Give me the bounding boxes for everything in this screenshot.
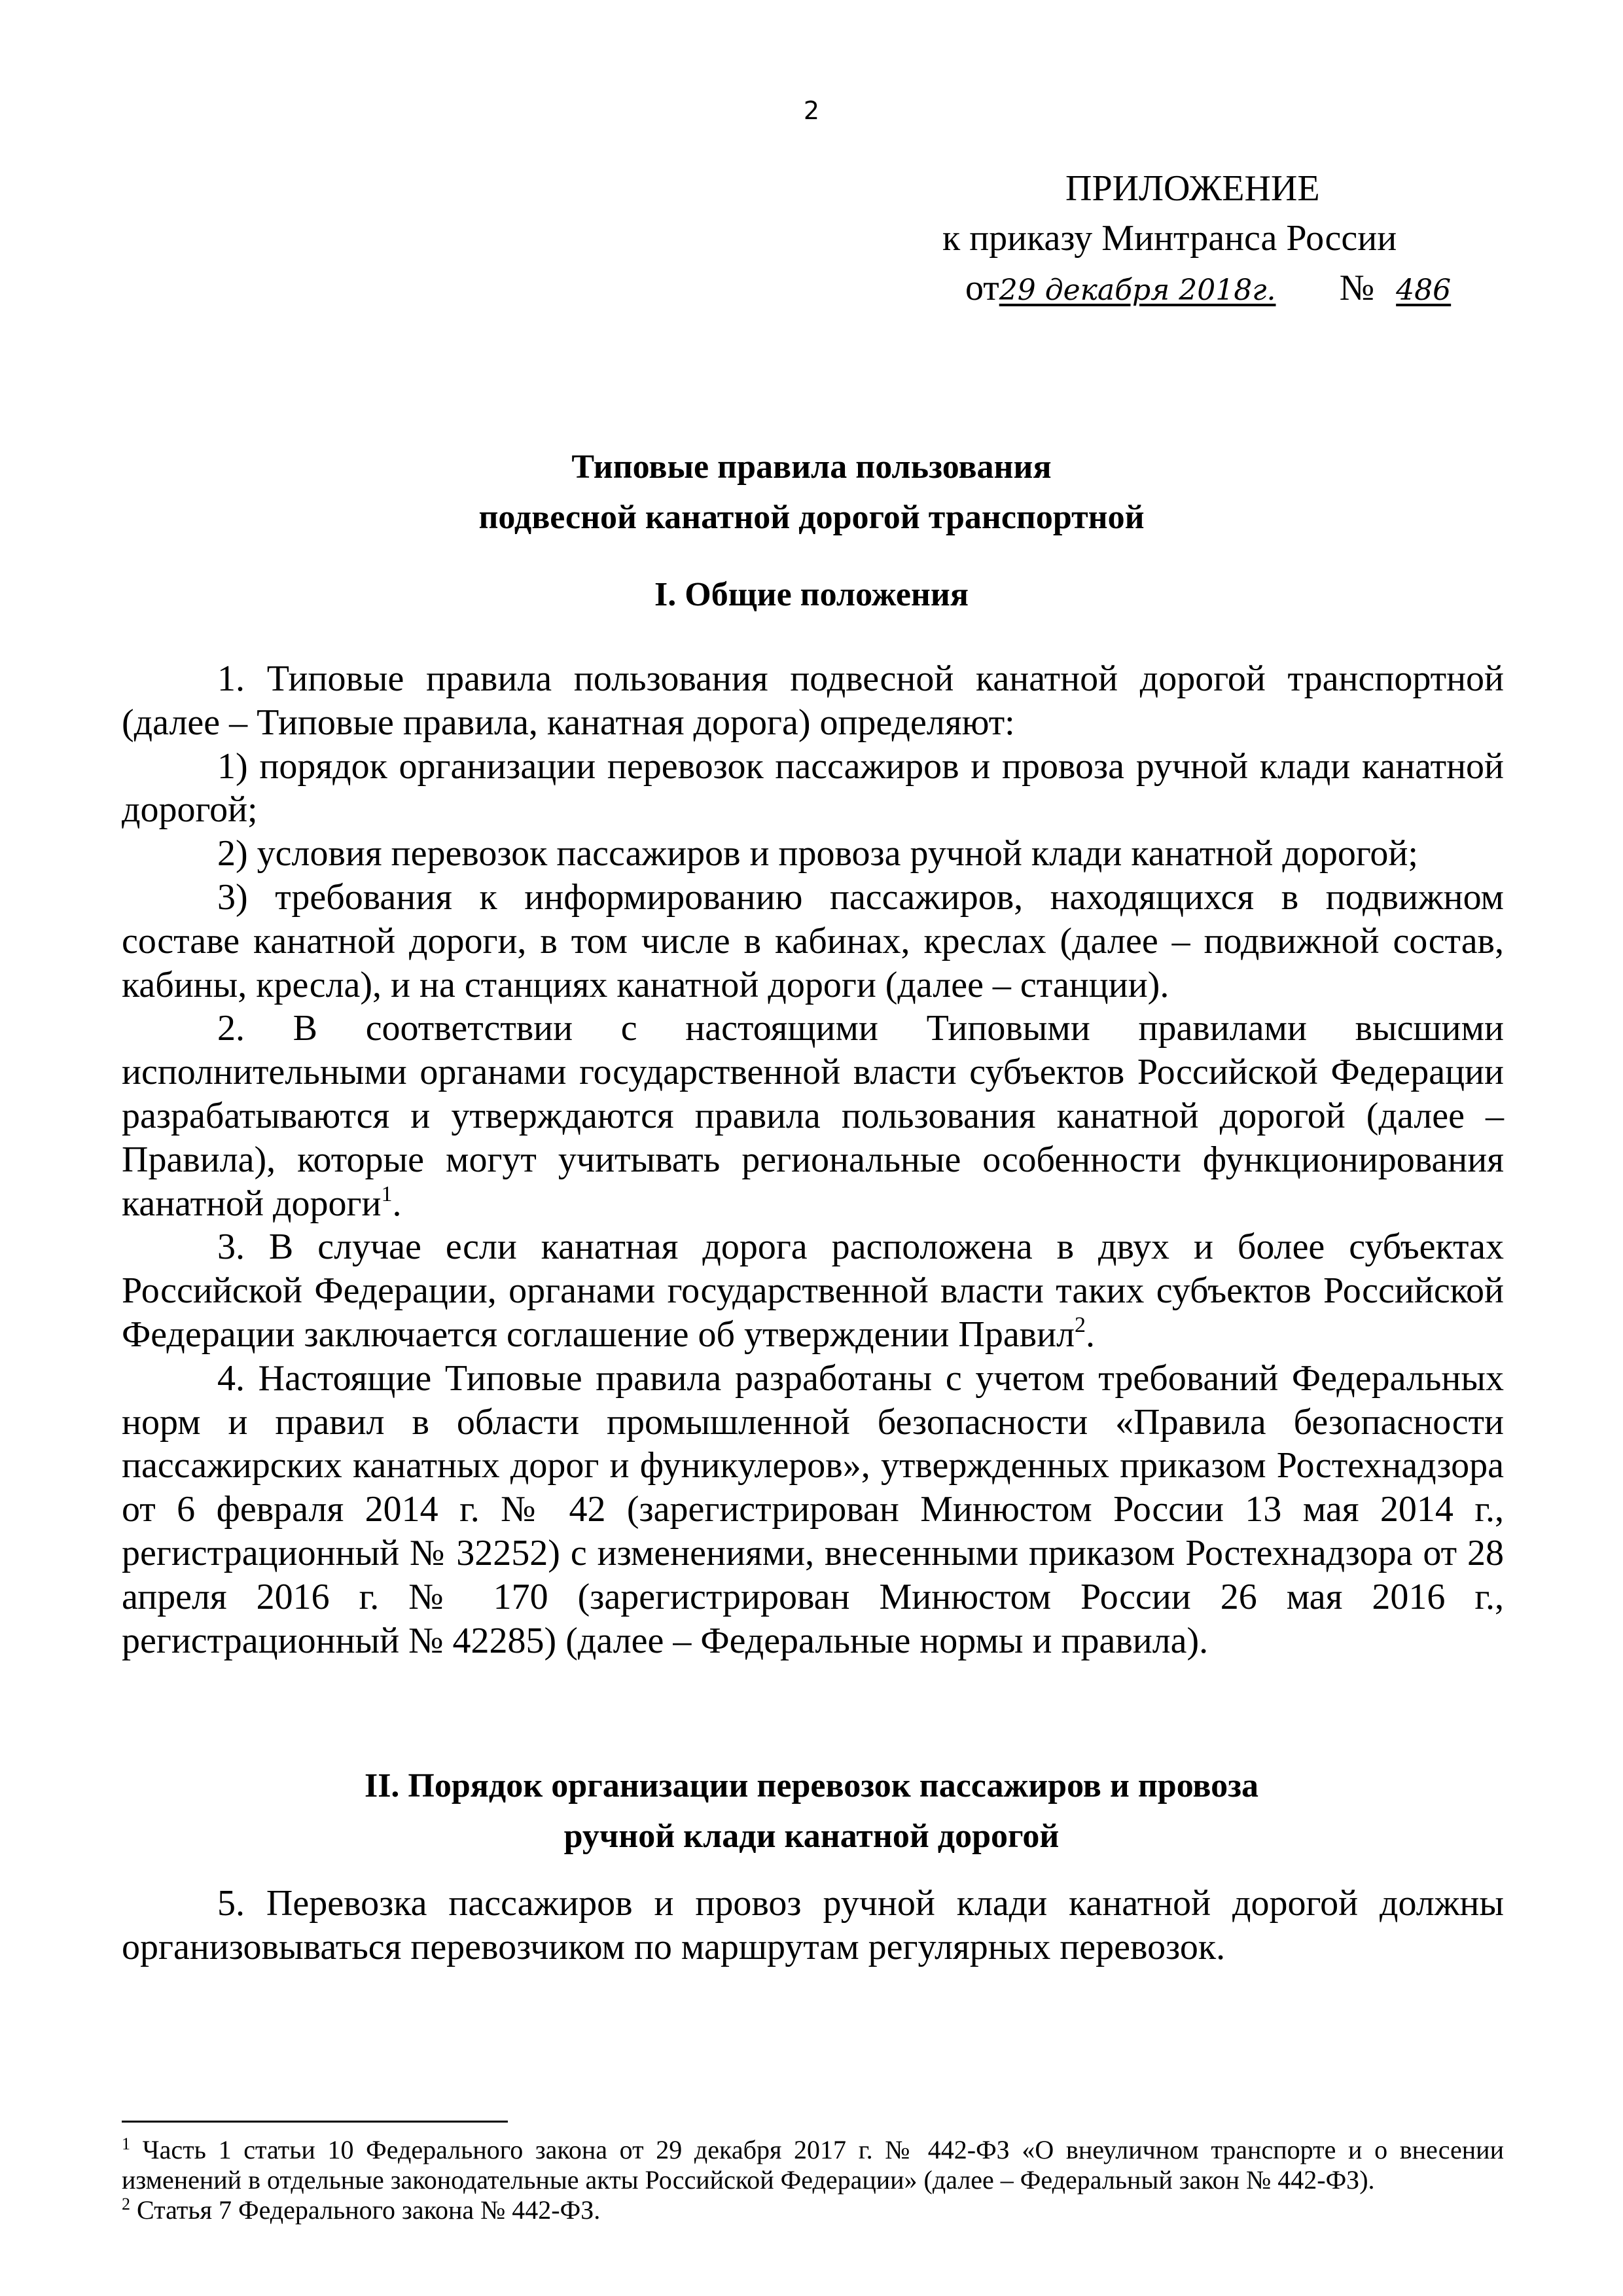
section2-heading bbox=[0, 1761, 1623, 1861]
footnote-1 bbox=[122, 2135, 1504, 2195]
paragraph-1-item-1: 1) порядок организации перевозок пассажиров и провоза ручной клади канатной дорогой; bbox=[122, 745, 1504, 831]
paragraph-1-item-3: 3) требования к информированию пассажиров, находящихся в подвижном составе канатной дороги, в том числе в кабинах, креслах (далее – подвижной состав, кабины, кресла), и на станциях канатной дороги (далее – станции). bbox=[122, 876, 1504, 1005]
paragraph-2-text: 2. В соответствии с настоящими Типовыми правилами высшими исполнительными органами государственной власти субъектов Российской Федерации разрабатываются и утверждаются правила пользования канатной дорогой (далее – Правила), которые могут учитывать региональные особенности функционирования канатной дороги bbox=[122, 1008, 1504, 1224]
attachment-order-line: к приказу Минтранса России bbox=[942, 218, 1397, 259]
paragraph-3 bbox=[122, 1225, 1504, 1356]
paragraph-2-end: . bbox=[392, 1183, 402, 1224]
footnote-2-mark: 2 bbox=[122, 2195, 130, 2214]
footnote-2 bbox=[122, 2195, 1504, 2225]
footnote-divider bbox=[122, 2121, 508, 2123]
section1-body bbox=[122, 657, 1504, 1662]
attachment-number-label: № bbox=[1339, 268, 1375, 308]
footnote-ref-2: 2 bbox=[1075, 1312, 1086, 1337]
attachment-date-line bbox=[965, 270, 1472, 306]
footnote-1-text: Часть 1 статьи 10 Федерального закона от 29 декабря 2017 г. № 442-ФЗ «О внеуличном транспорте и о внесении изменений в отдельные законодательные акты Российской Федерации» (далее – Федеральный закон № 442-ФЗ). bbox=[122, 2135, 1504, 2195]
page-number: 2 bbox=[803, 96, 820, 125]
footnote-ref-1: 1 bbox=[381, 1181, 393, 1206]
document-title-line2: подвесной канатной дорогой транспортной bbox=[478, 499, 1145, 536]
document-title bbox=[0, 442, 1623, 543]
paragraph-2 bbox=[122, 1007, 1504, 1225]
paragraph-5: 5. Перевозка пассажиров и провоз ручной клади канатной дорогой должны организовываться перевозчиком по маршрутам регулярных перевозок. bbox=[122, 1883, 1504, 1967]
handwritten-date: 29 декабря 2018г. bbox=[999, 274, 1276, 307]
section1-heading: I. Общие положения bbox=[654, 576, 969, 613]
footnote-2-text: Статья 7 Федерального закона № 442-ФЗ. bbox=[137, 2195, 601, 2225]
paragraph-3-end: . bbox=[1086, 1314, 1096, 1355]
handwritten-number: 486 bbox=[1396, 274, 1452, 307]
paragraph-1-item-2: 2) условия перевозок пассажиров и провоза ручной клади канатной дорогой; bbox=[217, 833, 1418, 874]
section2-heading-line1: II. Порядок организации перевозок пассажиров и провоза bbox=[364, 1767, 1259, 1804]
footnotes bbox=[122, 2135, 1504, 2225]
attachment-title: ПРИЛОЖЕНИЕ bbox=[1065, 168, 1320, 209]
paragraph-1: 1. Типовые правила пользования подвесной канатной дорогой транспортной (далее – Типовые правила, канатная дорога) определяют: bbox=[122, 658, 1504, 743]
paragraph-4: 4. Настоящие Типовые правила разработаны с учетом требований Федеральных норм и правил в области промышленной безопасности «Правила безопасности пассажирских канатных дорог и фуникулеров», утвержденных приказом Ростехнадзора от 6 февраля 2014 г. № 42 (зарегистрирован Минюстом России 13 мая 2014 г., регистрационный № 32252) с изменениями, внесенными приказом Ростехнадзора от 28 апреля 2016 г. № 170 (зарегистрирован Минюстом России 26 мая 2016 г., регистрационный № 42285) (далее – Федеральные нормы и правила). bbox=[122, 1357, 1504, 1661]
attachment-from-prefix: от bbox=[965, 268, 999, 308]
section2-heading-line2: ручной клади канатной дорогой bbox=[563, 1818, 1060, 1855]
section2-body bbox=[122, 1882, 1504, 1969]
footnote-1-mark: 1 bbox=[122, 2134, 130, 2153]
paragraph-3-text: 3. В случае если канатная дорога расположена в двух и более субъектах Российской Федерации, органами государственной власти таких субъектов Российской Федерации заключается соглашение об утверждении Правил bbox=[122, 1227, 1504, 1355]
document-title-line1: Типовые правила пользования bbox=[571, 448, 1052, 486]
